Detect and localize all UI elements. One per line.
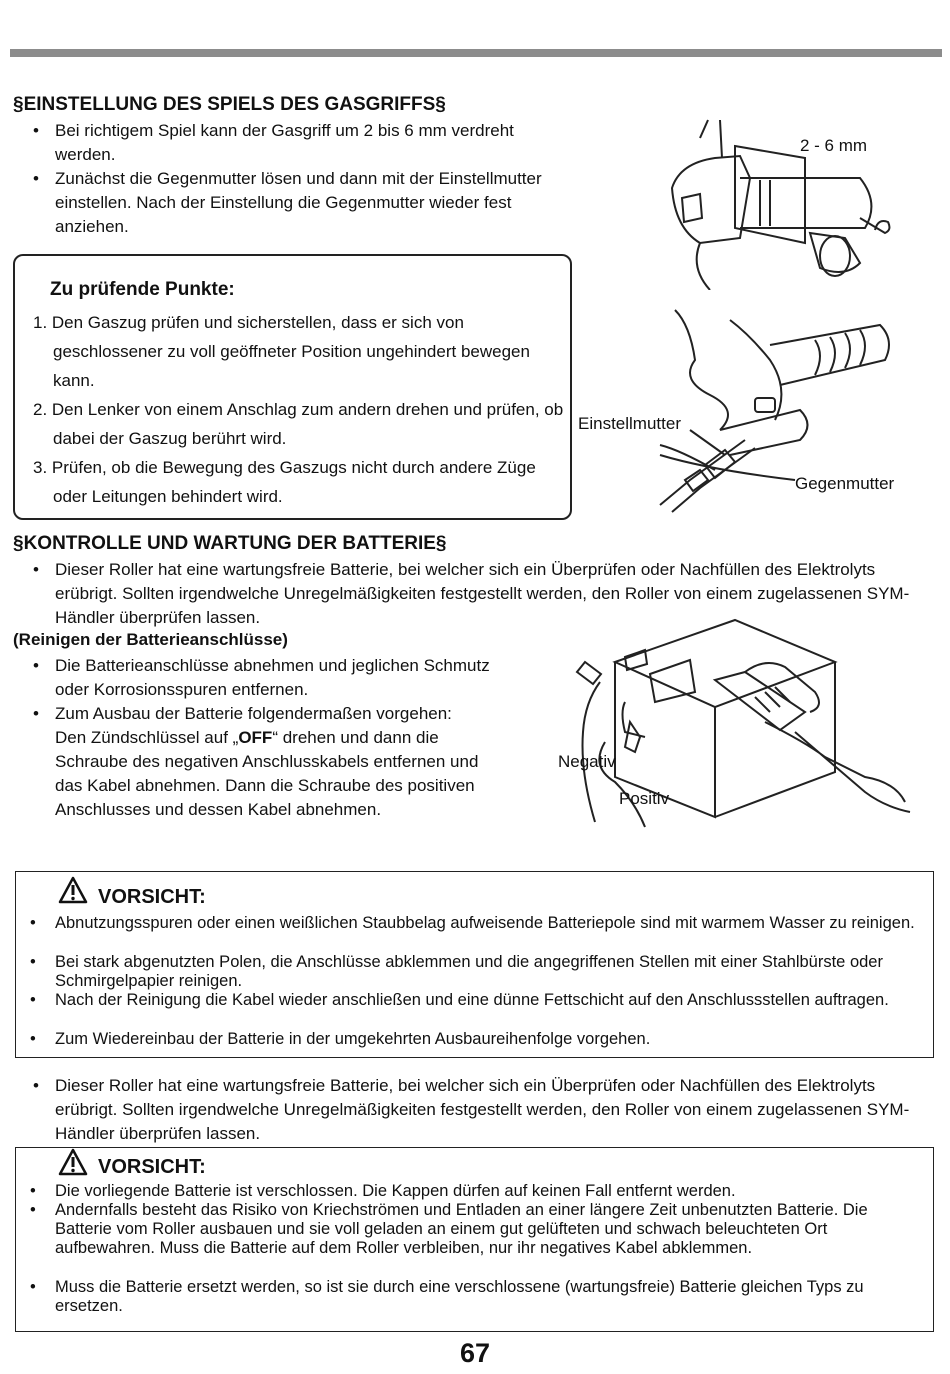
check-item-3: 3. Prüfen, ob die Bewegung des Gaszugs nicht durch andere Züge oder Leitungen behindert wird. xyxy=(33,458,536,506)
bullet-throttle-play: • Bei richtigem Spiel kann der Gasgriff um 2 bis 6 mm verdreht werden. xyxy=(13,119,545,167)
bullet-battery-intro: • Dieser Roller hat eine wartungsfreie Batterie, bei welcher sich ein Überprüfen oder Nachfüllen des Elektrolyts erübrigt. Sollten irgendwelche Unregelmäßigkeiten festgestellt werden, den Roller von einem zugelassenen SYM-Händler überprüfen lassen. xyxy=(13,558,935,630)
check-points-title: Zu prüfende Punkte: xyxy=(50,279,235,300)
bullet-remove-dirt: • Die Batterieanschlüsse abnehmen und jeglichen Schmutz oder Korrosionsspuren entfernen. xyxy=(13,654,515,702)
warning-1-item-3: • Nach der Reinigung die Kabel wieder anschließen und eine dünne Fettschicht auf den Anschlussstellen auftragen. xyxy=(13,991,925,1010)
bullet-throttle-adjust: • Zunächst die Gegenmutter lösen und dann mit der Einstellmutter einstellen. Nach der Einstellung die Gegenmutter wieder fest anziehen. xyxy=(13,167,545,239)
warning-icon xyxy=(58,1148,88,1176)
check-item-1: 1. Den Gaszug prüfen und sicherstellen, dass er sich von geschlossener zu voll geöffneter Position ungehindert bewegen kann. xyxy=(33,313,530,390)
fig2-label-lock-nut: Gegenmutter xyxy=(795,474,895,493)
warning-2-item-2: • Andernfalls besteht das Risiko von Kriechströmen und Entladen an einer längere Zeit unbenutzten Batterie. Die Batterie vom Roller ausbauen und sie voll geladen an einem gut gelüfteten und schwach beleuchteten Ort aufbewahren. Muss die Batterie auf dem Roller verbleiben, nur ihr negatives Kabel abklemmen. xyxy=(13,1201,925,1258)
removal-steps xyxy=(55,726,505,822)
warning-icon xyxy=(58,876,88,904)
page-number: 67 xyxy=(459,1338,491,1368)
warning-1-item-2: • Bei stark abgenutzten Polen, die Anschlüsse abklemmen und die angegriffenen Stellen mit einer Stahlbürste oder Schmirgelpapier reinigen. xyxy=(13,953,925,991)
warning-2-item-1: • Die vorliegende Batterie ist verschlossen. Die Kappen dürfen auf keinen Fall entfernt werden. xyxy=(13,1182,925,1201)
fig3-label-positive: Positiv xyxy=(619,789,670,808)
warning-1-item-4: • Zum Wiedereinbau der Batterie in der umgekehrten Ausbaureihenfolge vorgehen. xyxy=(13,1030,925,1049)
warning-2-title: VORSICHT: xyxy=(98,1156,206,1178)
battery-terminals-subtitle: (Reinigen der Batterieanschlüsse) xyxy=(13,630,288,649)
section-title-throttle: §EINSTELLUNG DES SPIELS DES GASGRIFFS§ xyxy=(13,94,446,115)
fig1-label-play: 2 - 6 mm xyxy=(800,136,868,155)
removal-steps-post: “ drehen und dann die Schraube des negativen Anschlusskabels entfernen und das Kabel abnehmen. Dann die Schraube des positiven Anschlusses und dessen Kabel abnehmen. xyxy=(55,728,479,819)
removal-steps-pre: Den Zündschlüssel auf „ xyxy=(55,728,239,747)
header-rule xyxy=(10,49,942,57)
warning-2-item-3: • Muss die Batterie ersetzt werden, so ist sie durch eine verschlossene (wartungsfreie) Batterie gleichen Typs zu ersetzen. xyxy=(13,1278,925,1316)
section-title-battery: §KONTROLLE UND WARTUNG DER BATTERIE§ xyxy=(13,533,447,554)
warning-1-item-1: • Abnutzungsspuren oder einen weißlichen Staubbelag aufweisende Batteriepole sind mit warmem Wasser zu reinigen. xyxy=(13,914,925,933)
fig2-label-adjust-nut: Einstellmutter xyxy=(578,414,681,433)
fig3-label-negative: Negativ xyxy=(558,752,616,771)
bullet-battery-maintenance-free: • Dieser Roller hat eine wartungsfreie Batterie, bei welcher sich ein Überprüfen oder Nachfüllen des Elektrolyts erübrigt. Sollten irgendwelche Unregelmäßigkeiten festgestellt werden, den Roller von einem zugelassenen SYM-Händler überprüfen lassen. xyxy=(13,1074,935,1146)
warning-1-title: VORSICHT: xyxy=(98,886,206,908)
bullet-removal: • Zum Ausbau der Batterie folgendermaßen vorgehen: xyxy=(13,702,535,726)
removal-key-off: OFF xyxy=(238,728,273,747)
check-item-2: 2. Den Lenker von einem Anschlag zum andern drehen und prüfen, ob dabei der Gaszug berührt wird. xyxy=(33,400,564,448)
